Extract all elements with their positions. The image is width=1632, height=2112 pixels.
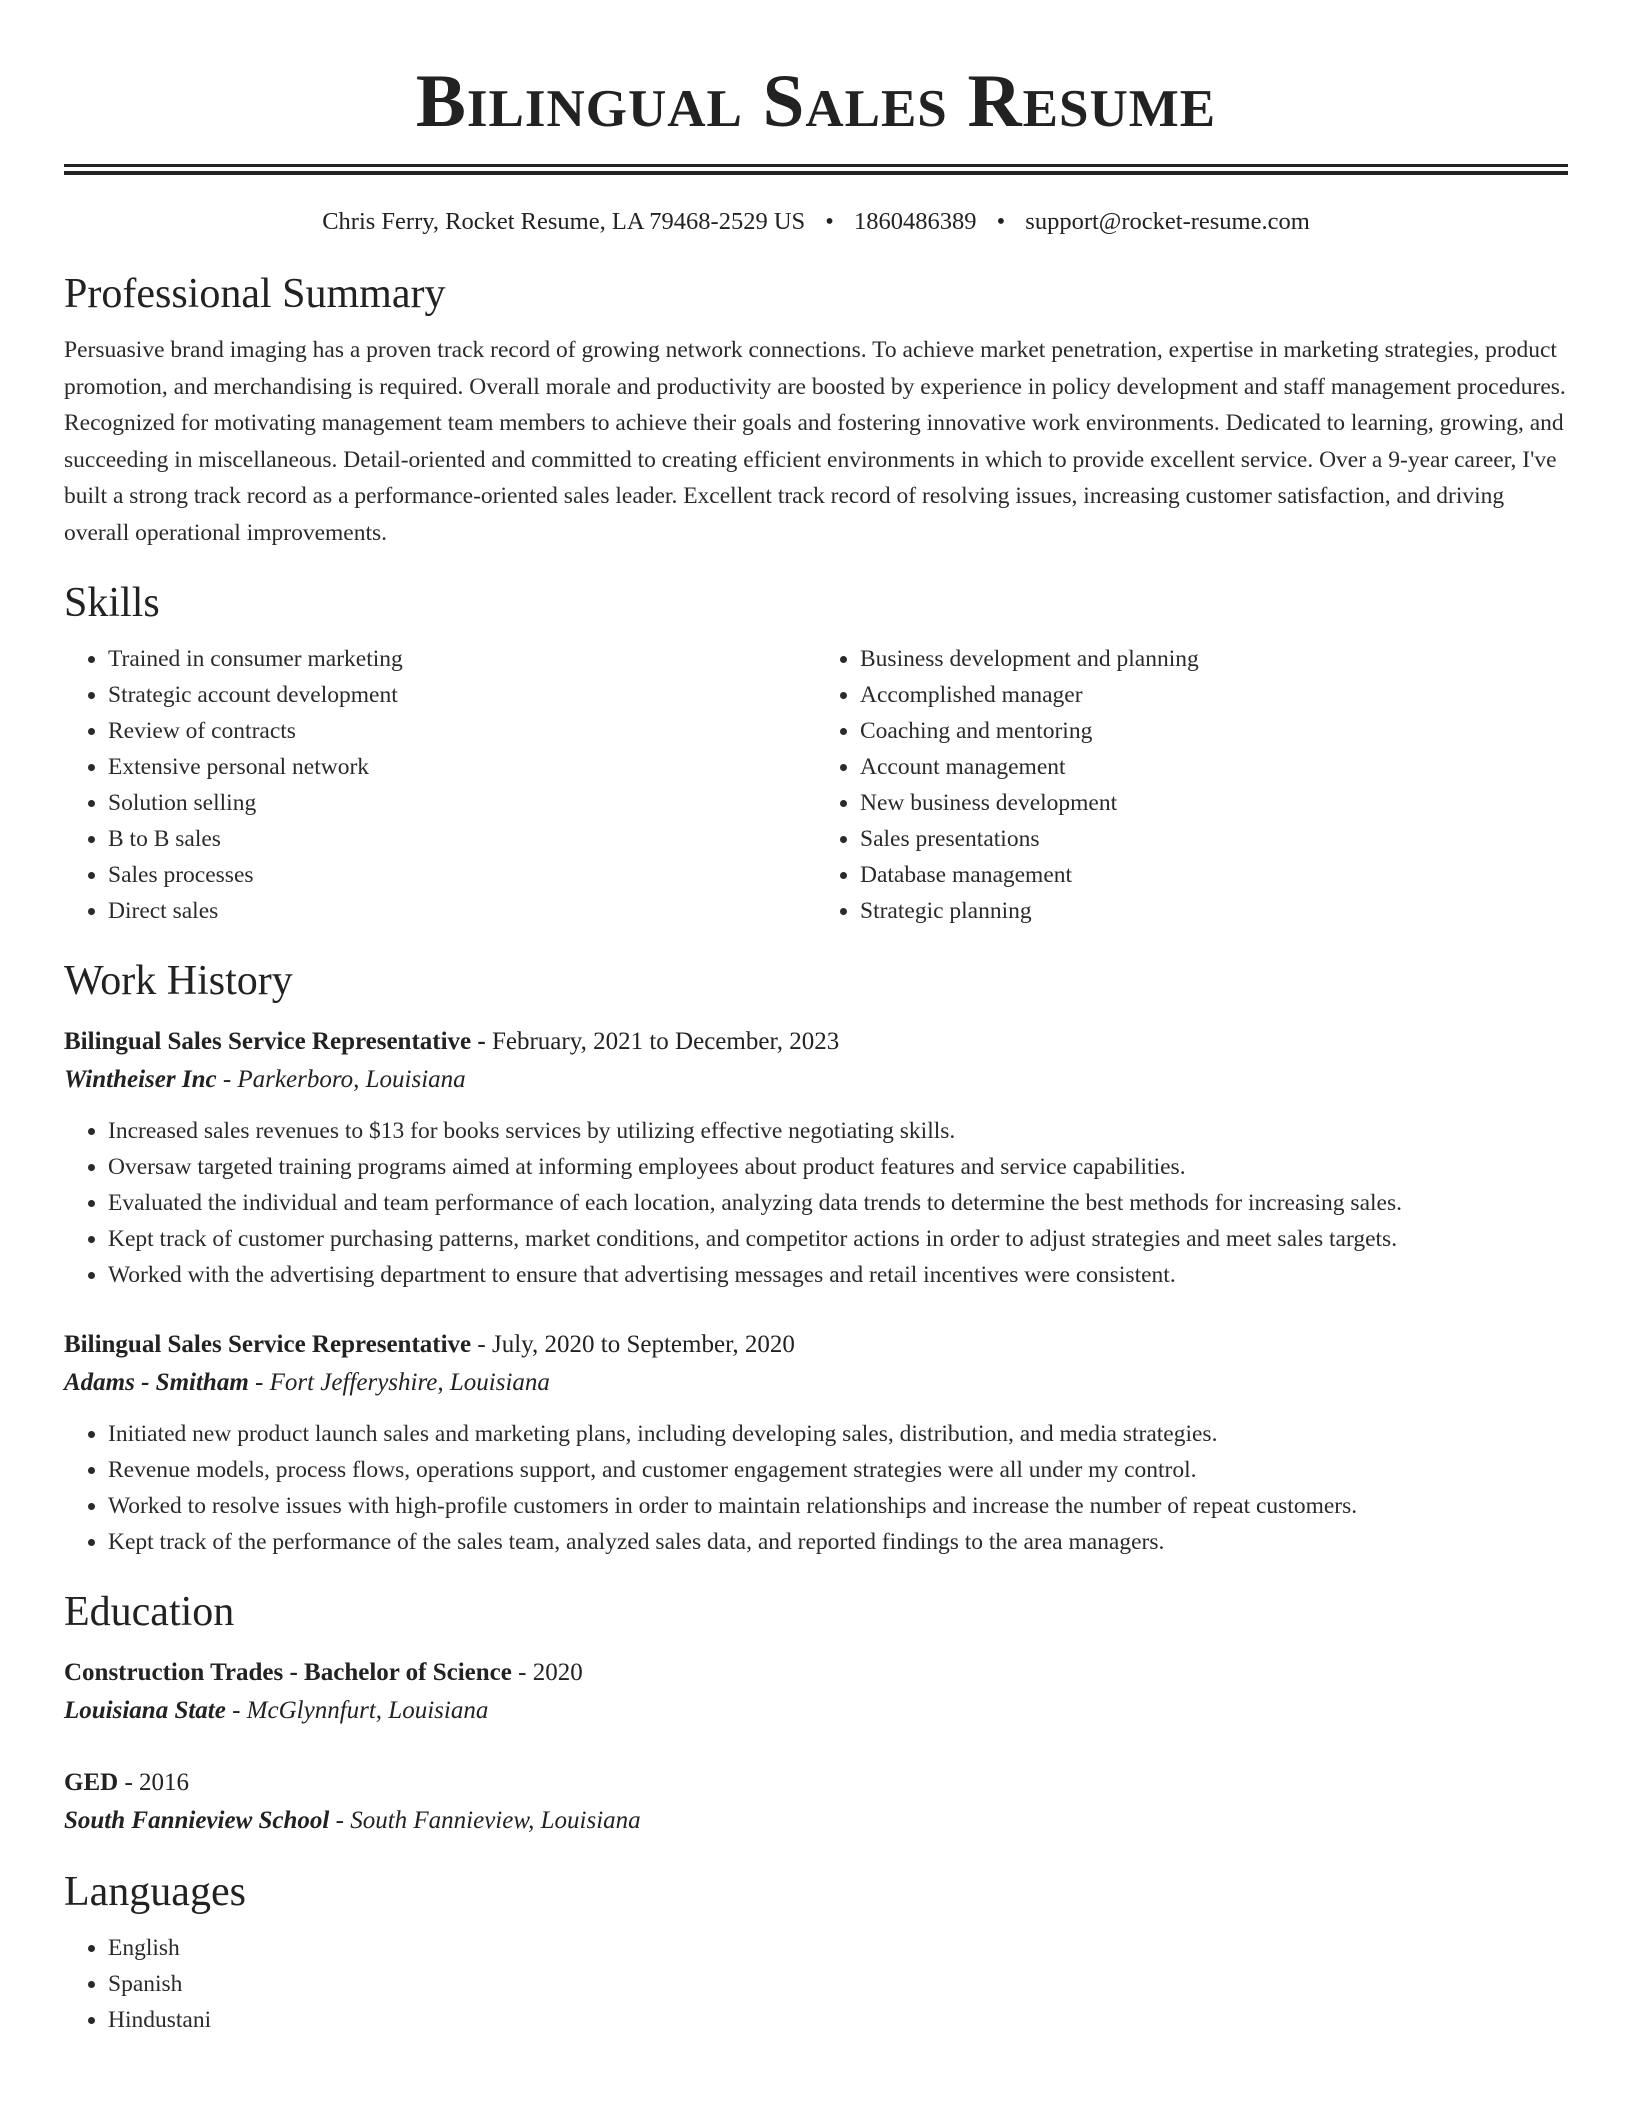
job-company: Wintheiser Inc (64, 1066, 217, 1093)
education-school-line: South Fannieview School - South Fannieview, Louisiana (64, 1807, 641, 1834)
education-degree-line: GED - 2016 (64, 1769, 190, 1796)
skills-list-left (64, 641, 816, 929)
contact-separator: • (825, 208, 834, 235)
education-location: McGlynnfurt, Louisiana (246, 1697, 489, 1724)
job-bullet: • Oversaw targeted training programs aimed at informing employees about product features and service capabilities. (108, 1149, 1568, 1185)
languages-list (64, 1930, 1568, 2038)
skills-columns (64, 641, 1568, 929)
section-heading-education: Education (64, 1589, 235, 1635)
skill-item: • Account management (860, 749, 1568, 785)
skill-item: • Strategic planning (860, 893, 1568, 929)
contact-address: Chris Ferry, Rocket Resume, LA 79468-2529 US (322, 208, 806, 235)
education-location: South Fannieview, Louisiana (350, 1807, 641, 1834)
education-school: Louisiana State (64, 1697, 226, 1724)
skill-item: • Extensive personal network (108, 749, 816, 785)
education-year: 2020 (532, 1659, 583, 1686)
job-company-line: Wintheiser Inc - Parkerboro, Louisiana (64, 1066, 466, 1093)
resume-title: Bilingual Sales Resume (415, 60, 1217, 143)
skill-item: • Coaching and mentoring (860, 713, 1568, 749)
summary-text: Persuasive brand imaging has a proven track record of growing network connections. To achieve market penetration, expertise in marketing strategies, product promotion, and merchandising is required. Overall morale and productivity are boosted by experience in policy development and staff management procedures. Recognized for motivating management team members to achieve their goals and fostering innovative work environments. Dedicated to learning, growing, and succeeding in miscellaneous. Detail-oriented and committed to creating efficient environments in which to provide excellent service. Over a 9-year career, I've built a strong track record as a performance-oriented sales leader. Excellent track record of resolving issues, increasing customer satisfaction, and driving overall operational improvements. (64, 337, 1566, 546)
skill-item: • Accomplished manager (860, 677, 1568, 713)
job-bullet: • Initiated new product launch sales and marketing plans, including developing sales, distribution, and media strategies. (108, 1416, 1568, 1452)
skill-item: • Review of contracts (108, 713, 816, 749)
contact-line (64, 207, 1568, 237)
education-degree: GED (64, 1769, 119, 1796)
language-item: • English (108, 1930, 1568, 1966)
contact-separator: • (996, 208, 1006, 235)
skill-item: • Sales presentations (860, 821, 1568, 857)
education-entry (64, 1654, 1568, 1730)
job-bullet: • Kept track of customer purchasing patterns, market conditions, and competitor actions in order to adjust strategies and meet sales targets. (108, 1221, 1568, 1257)
skill-item: • Database management (860, 857, 1568, 893)
skills-list-right (816, 641, 1568, 929)
contact-phone: 1860486389 (853, 208, 977, 235)
job-title: Bilingual Sales Service Representative (64, 1331, 472, 1358)
skill-item: • Business development and planning (860, 641, 1568, 677)
section-heading-languages: Languages (64, 1869, 246, 1915)
job-bullet: • Increased sales revenues to $13 for books services by utilizing effective negotiating skills. (108, 1113, 1568, 1149)
job-entry (64, 1326, 1568, 1560)
skill-item: • Trained in consumer marketing (108, 641, 816, 677)
language-item: • Spanish (108, 1966, 1568, 2002)
job-dates: July, 2020 to September, 2020 (491, 1331, 795, 1358)
job-location: Fort Jefferyshire, Louisiana (269, 1369, 550, 1396)
job-bullet: • Revenue models, process flows, operations support, and customer engagement strategies were all under my control. (108, 1452, 1568, 1488)
job-bullet: • Kept track of the performance of the sales team, analyzed sales data, and reported findings to the area managers. (108, 1524, 1568, 1560)
section-heading-skills: Skills (64, 580, 160, 626)
job-bullet: • Worked to resolve issues with high-profile customers in order to maintain relationships and increase the number of repeat customers. (108, 1488, 1568, 1524)
job-bullet-list (64, 1416, 1568, 1560)
skill-item: • Strategic account development (108, 677, 816, 713)
job-title-line: Bilingual Sales Service Representative - July, 2020 to September, 2020 (64, 1331, 795, 1358)
job-company: Adams - Smitham (64, 1369, 249, 1396)
education-degree-line: Construction Trades - Bachelor of Science - 2020 (64, 1659, 583, 1686)
section-heading-summary: Professional Summary (64, 271, 446, 317)
job-bullet: • Worked with the advertising department to ensure that advertising messages and retail incentives were consistent. (108, 1257, 1568, 1293)
job-entry (64, 1023, 1568, 1293)
job-title-line: Bilingual Sales Service Representative - February, 2021 to December, 2023 (64, 1028, 840, 1055)
job-bullet: • Evaluated the individual and team performance of each location, analyzing data trends to determine the best methods for increasing sales. (108, 1185, 1568, 1221)
job-title: Bilingual Sales Service Representative (64, 1028, 472, 1055)
education-year: 2016 (139, 1769, 190, 1796)
education-degree: Construction Trades - Bachelor of Science (64, 1659, 512, 1686)
education-school: South Fannieview School (64, 1807, 330, 1834)
education-entry (64, 1764, 1568, 1840)
job-bullet-list (64, 1113, 1568, 1293)
language-item: • Hindustani (108, 2002, 1568, 2038)
skill-item: • Solution selling (108, 785, 816, 821)
title-double-rule (64, 164, 1568, 175)
skill-item: • Direct sales (108, 893, 816, 929)
contact-email: support@rocket-resume.com (1025, 208, 1310, 235)
job-dates: February, 2021 to December, 2023 (491, 1028, 840, 1055)
section-heading-work-history: Work History (64, 958, 293, 1004)
skill-item: • Sales processes (108, 857, 816, 893)
job-location: Parkerboro, Louisiana (237, 1066, 466, 1093)
job-company-line: Adams - Smitham - Fort Jefferyshire, Louisiana (64, 1369, 550, 1396)
education-school-line: Louisiana State - McGlynnfurt, Louisiana (64, 1697, 489, 1724)
skill-item: • B to B sales (108, 821, 816, 857)
skill-item: • New business development (860, 785, 1568, 821)
